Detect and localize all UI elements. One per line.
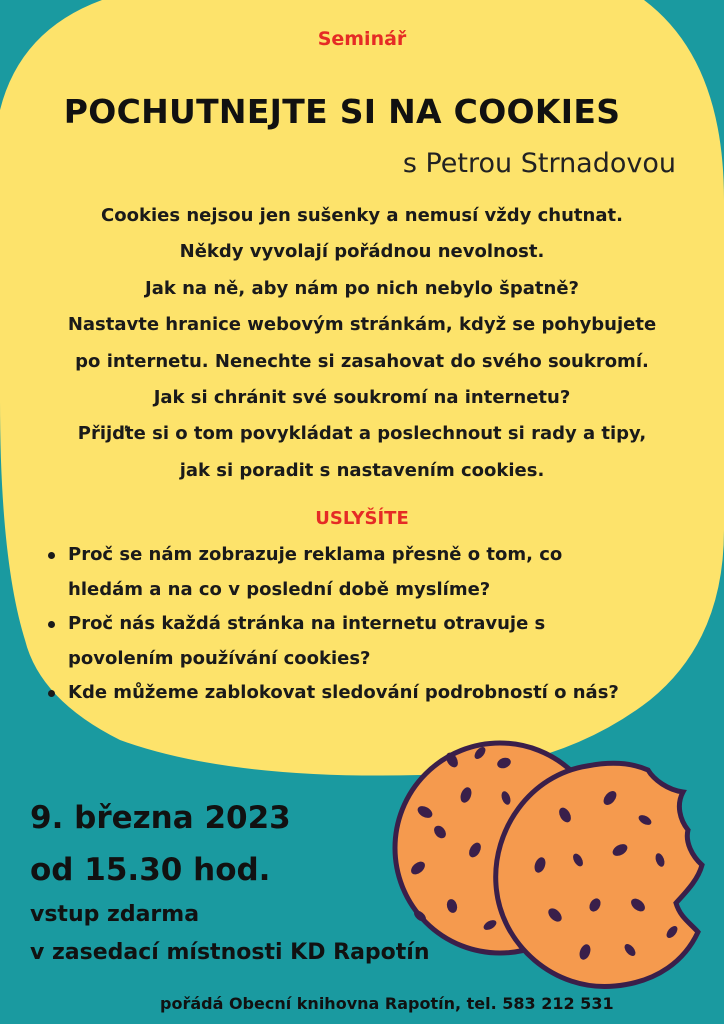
event-date: 9. března 2023 <box>30 800 291 836</box>
list-item <box>48 607 698 642</box>
list-item-text: Kde můžeme zablokovat sledování podrobností o nás? <box>68 682 619 703</box>
intro-line: Nastavte hranice webovým stránkám, když se pohybujete <box>67 314 657 336</box>
list-item-text: hledám a na co v poslední době myslíme? <box>68 578 491 600</box>
intro-line: Cookies nejsou jen sušenky a nemusí vždy chutnat. <box>101 205 623 226</box>
bullet-icon <box>48 621 55 628</box>
intro-line: Jak na ně, aby nám po nich nebylo špatně? <box>145 277 579 299</box>
list-item <box>48 676 698 711</box>
list-item <box>48 642 698 677</box>
intro-line: Někdy vyvolají pořádnou nevolnost. <box>179 241 545 263</box>
intro-line: po internetu. Nenechte si zasahovat do svého soukromí. <box>75 350 649 372</box>
bullet-icon <box>48 552 55 559</box>
section-heading-uslysite: USLYŠÍTE <box>315 508 409 529</box>
list-item <box>48 538 698 573</box>
cookie-right-icon <box>496 763 702 986</box>
event-venue: v zasedací místnosti KD Rapotín <box>30 940 430 965</box>
intro-text <box>20 198 704 489</box>
list-item-text: Proč nás každá stránka na internetu otravuje s <box>68 613 546 634</box>
intro-line: jak si poradit s nastavením cookies. <box>179 459 545 481</box>
list-item <box>48 573 698 608</box>
organizer-info: pořádá Obecní knihovna Rapotín, tel. 583 212 531 <box>160 994 614 1013</box>
topics-list <box>48 538 698 711</box>
list-item-text: povolením používání cookies? <box>68 647 371 669</box>
event-type-label: Seminář <box>317 28 407 50</box>
event-time: od 15.30 hod. <box>30 852 271 888</box>
bullet-icon <box>48 690 55 697</box>
list-item-text: Proč se nám zobrazuje reklama přesně o tom, co <box>68 544 563 565</box>
entry-info: vstup zdarma <box>30 902 200 927</box>
presenter-name: s Petrou Strnadovou <box>402 148 676 179</box>
page-title: POCHUTNEJTE SI NA COOKIES <box>63 92 621 131</box>
intro-line: Přijďte si o tom povykládat a poslechnout si rady a tipy, <box>77 423 647 445</box>
intro-line: Jak si chránit své soukromí na internetu? <box>153 387 571 409</box>
two-cookies-illustration <box>380 720 724 1000</box>
